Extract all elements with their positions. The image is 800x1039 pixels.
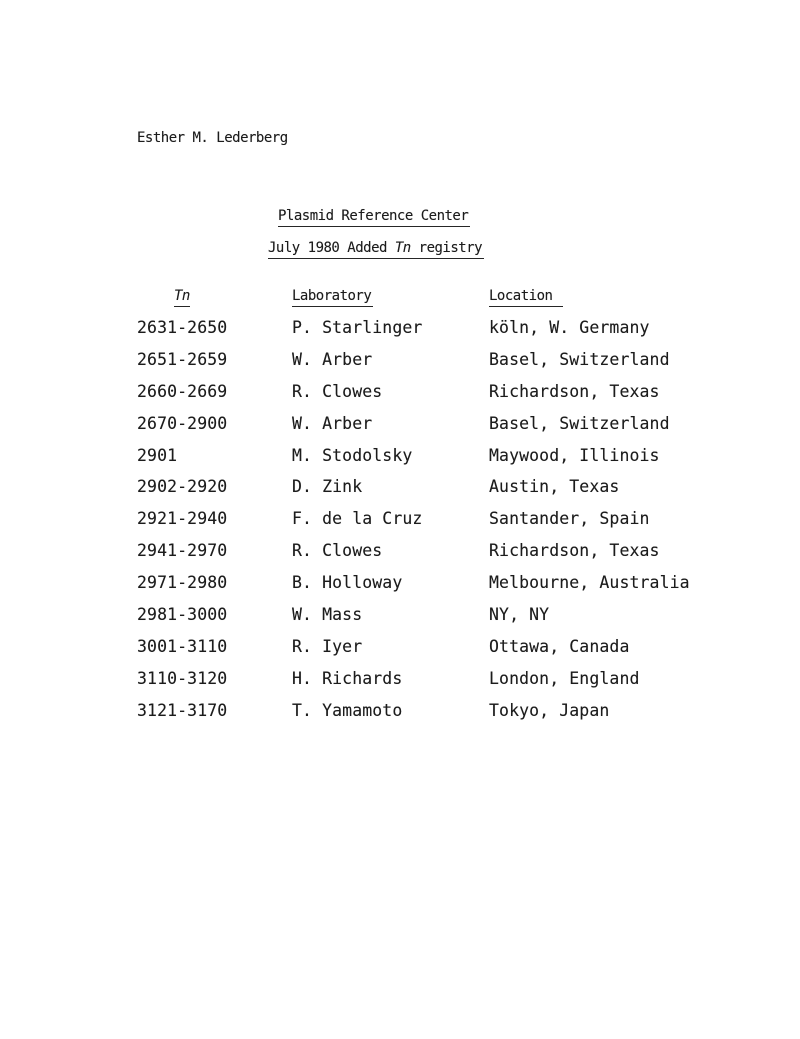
tn-range-cell: 2651-2659	[137, 349, 228, 369]
registry-table	[0, 320, 800, 735]
table-row	[0, 511, 800, 543]
table-row	[0, 700, 800, 735]
location-cell: Tokyo, Japan	[489, 700, 610, 720]
location-cell: Maywood, Illinois	[489, 445, 660, 465]
tn-range-cell: 2971-2980	[137, 573, 228, 593]
laboratory-cell: W. Mass	[292, 605, 363, 625]
subtitle-suffix: registry	[410, 240, 483, 256]
laboratory-cell: D. Zink	[292, 477, 363, 497]
page-title: Plasmid Reference Center	[278, 209, 470, 227]
column-header-tn: Tn	[174, 289, 190, 307]
column-header-laboratory: Laboratory	[292, 289, 373, 307]
laboratory-cell: B. Holloway	[292, 573, 403, 593]
laboratory-cell: W. Arber	[292, 349, 373, 369]
location-cell: Basel, Switzerland	[489, 413, 670, 433]
page-subtitle	[268, 241, 484, 259]
laboratory-cell: F. de la Cruz	[292, 509, 423, 529]
tn-range-cell: 3121-3170	[137, 700, 228, 720]
table-row	[0, 668, 800, 703]
laboratory-cell: H. Richards	[292, 668, 403, 688]
location-cell: NY, NY	[489, 605, 550, 625]
tn-range-cell: 3001-3110	[137, 636, 228, 656]
table-row	[0, 575, 800, 607]
table-row	[0, 607, 800, 639]
table-row	[0, 479, 800, 511]
table-row	[0, 413, 800, 448]
tn-range-cell: 2660-2669	[137, 381, 228, 401]
tn-range-cell: 2941-2970	[137, 541, 228, 561]
tn-range-cell: 2670-2900	[137, 413, 228, 433]
table-row	[0, 636, 800, 671]
location-cell: London, England	[489, 668, 640, 688]
tn-range-cell: 2631-2650	[137, 318, 228, 337]
location-cell: Austin, Texas	[489, 477, 620, 497]
laboratory-cell: R. Clowes	[292, 541, 383, 561]
location-cell: Basel, Switzerland	[489, 349, 670, 369]
location-cell: Melbourne, Australia	[489, 573, 690, 593]
tn-range-cell: 3110-3120	[137, 668, 228, 688]
location-cell: Ottawa, Canada	[489, 636, 630, 656]
location-cell: Richardson, Texas	[489, 541, 660, 561]
author-name: Esther M. Lederberg	[137, 130, 288, 146]
subtitle-tn-italic: Tn	[394, 240, 411, 256]
laboratory-cell: M. Stodolsky	[292, 445, 413, 465]
laboratory-cell: R. Iyer	[292, 636, 363, 656]
laboratory-cell: W. Arber	[292, 413, 373, 433]
table-row	[0, 445, 800, 480]
tn-range-cell: 2902-2920	[137, 477, 228, 497]
column-header-location: Location	[489, 289, 563, 307]
tn-range-cell: 2981-3000	[137, 605, 228, 625]
table-row	[0, 381, 800, 416]
location-cell: köln, W. Germany	[489, 318, 650, 337]
location-cell: Richardson, Texas	[489, 381, 660, 401]
tn-range-cell: 2921-2940	[137, 509, 228, 529]
laboratory-cell: T. Yamamoto	[292, 700, 403, 720]
tn-range-cell: 2901	[137, 445, 178, 465]
table-row	[0, 543, 800, 575]
subtitle-prefix: July 1980 Added	[268, 240, 395, 256]
laboratory-cell: P. Starlinger	[292, 318, 423, 337]
table-row	[0, 320, 800, 352]
table-row	[0, 349, 800, 384]
laboratory-cell: R. Clowes	[292, 381, 383, 401]
location-cell: Santander, Spain	[489, 509, 650, 529]
